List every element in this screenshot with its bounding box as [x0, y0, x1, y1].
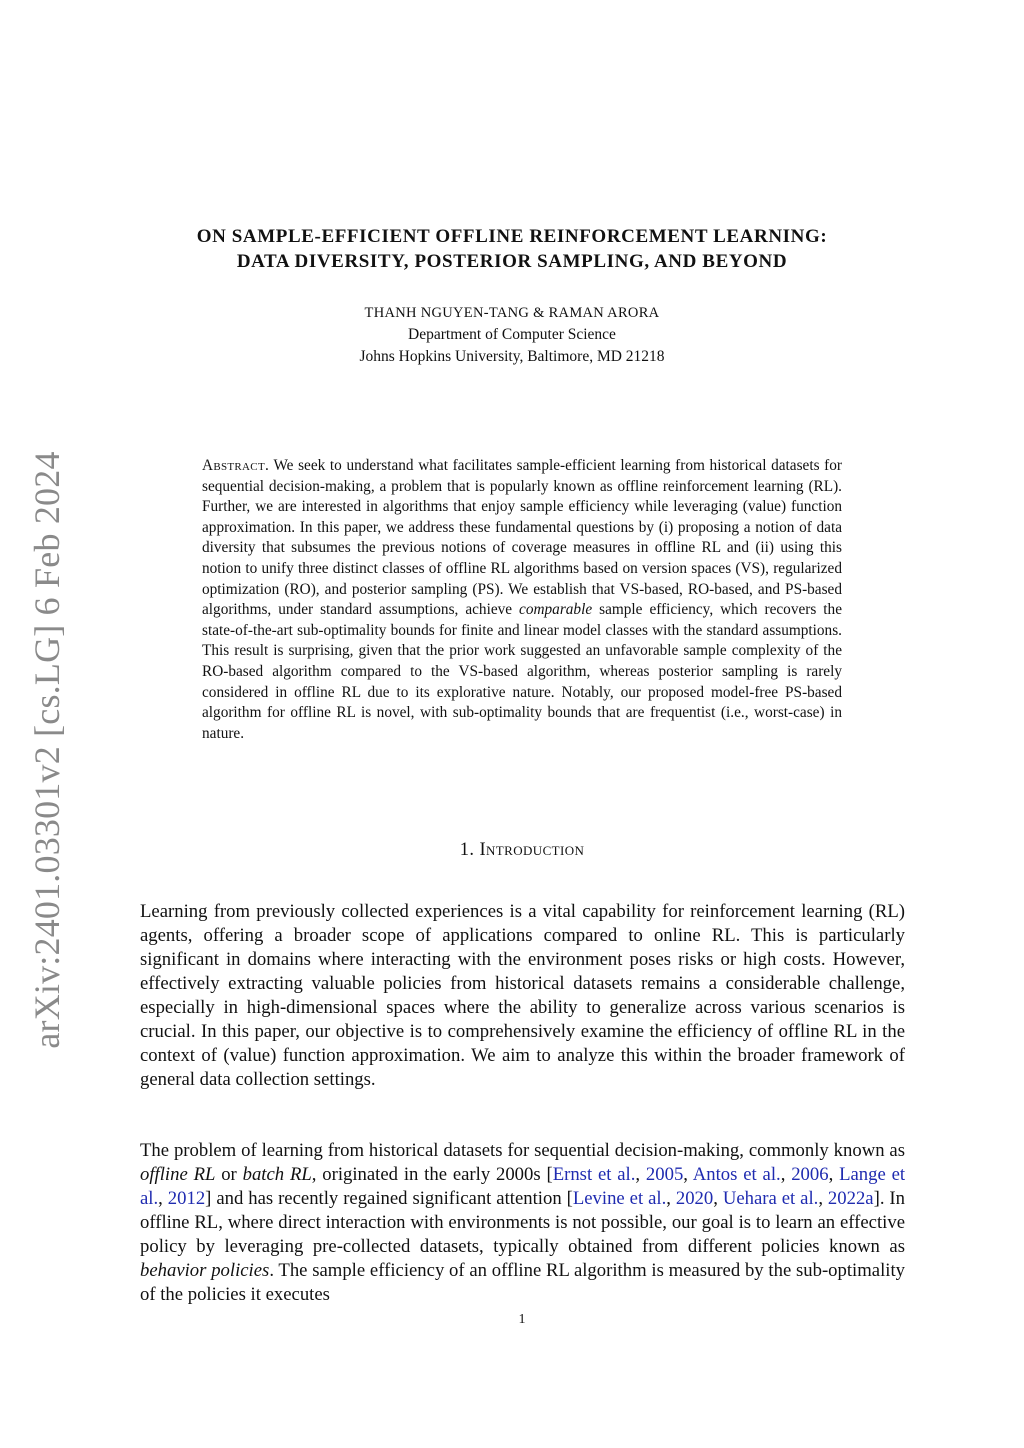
- text-span: ,: [828, 1164, 840, 1185]
- intro-paragraph-1: Learning from previously collected experiences is a vital capability for reinforcement learning (RL) agents, offering a broader scope of applications compared to online RL. This is particularly significant in domains where interacting with the environment poses risks or high costs. However, effectively extracting valuable policies from historical datasets remains a considerable challenge, especially in high-dimensional spaces where the ability to generalize across various scenarios is crucial. In this paper, our objective is to comprehensively examine the efficiency of offline RL in the context of (value) function approximation. We aim to analyze this within the broader framework of general data collection settings.: [140, 901, 905, 1090]
- text-span: ,: [635, 1164, 646, 1185]
- citation-link[interactable]: Antos et al.: [692, 1164, 781, 1185]
- text-span: or: [221, 1164, 237, 1185]
- citation-link[interactable]: 2020: [675, 1188, 714, 1209]
- text-span: . The sample efficiency of an offline RL algorithm is measured by the sub-optimality of the policies it executes: [140, 1260, 905, 1305]
- author-affiliation: Johns Hopkins University, Baltimore, MD 21218: [359, 348, 665, 365]
- abstract-label: Abstract.: [202, 457, 270, 474]
- citation-link[interactable]: Uehara et al.: [722, 1188, 819, 1209]
- paper-title: [0, 224, 1024, 274]
- text-span: ,: [158, 1188, 168, 1209]
- abstract: [202, 456, 842, 744]
- title-line-1: ON SAMPLE-EFFICIENT OFFLINE REINFORCEMENT LEARNING:: [196, 226, 828, 247]
- title-line-2: DATA DIVERSITY, POSTERIOR SAMPLING, AND BEYOND: [236, 251, 788, 272]
- intro-paragraph-2: [140, 1139, 905, 1307]
- abstract-text-2: sample efficiency, which recovers the state-of-the-art sub-optimality bounds for finite and linear model classes with the standard assumptions. This result is surprising, given that the prior work suggested an unfavorable sample complexity of the RO-based algorithm compared to the VS-based algorithm, whereas posterior sampling is rarely considered in offline RL due to its explorative nature. Notably, our proposed model-free PS-based algorithm for offline RL is novel, with sub-optimality bounds that are frequentist (i.e., worst-case) in nature.: [202, 601, 842, 742]
- text-span: ,: [666, 1188, 676, 1209]
- citation-link[interactable]: Lange et al.: [140, 1164, 906, 1209]
- citation-link[interactable]: 2012: [167, 1188, 206, 1209]
- text-span: The problem of learning from historical datasets for sequential decision-making, commonly known as: [140, 1140, 905, 1161]
- author-department: Department of Computer Science: [408, 326, 616, 343]
- author-names: THANH NGUYEN-TANG & RAMAN ARORA: [364, 305, 660, 321]
- section-heading-introduction: [0, 840, 1024, 861]
- text-span: ,: [683, 1164, 693, 1185]
- emphasis-offline-rl: offline RL: [140, 1164, 216, 1185]
- text-span: ,: [818, 1188, 828, 1209]
- page-number: 1: [518, 1312, 526, 1327]
- section-number: 1.: [459, 840, 475, 860]
- citation-link[interactable]: Levine et al.: [572, 1188, 667, 1209]
- citation-link[interactable]: 2005: [645, 1164, 684, 1185]
- citation-link[interactable]: 2022a: [827, 1188, 874, 1209]
- citation-link[interactable]: 2006: [791, 1164, 829, 1185]
- citation-link[interactable]: Ernst et al.: [552, 1164, 636, 1185]
- emphasis-behavior-policies: behavior policies: [140, 1260, 270, 1281]
- section-title: Introduction: [479, 840, 585, 860]
- arxiv-identifier-stamp: arXiv:2401.03301v2 [cs.LG] 6 Feb 2024: [27, 451, 67, 1049]
- emphasis-batch-rl: batch RL: [242, 1164, 312, 1185]
- text-span: ] and has recently regained significant attention [: [205, 1188, 573, 1209]
- text-span: , originated in the early 2000s [: [311, 1164, 553, 1185]
- text-span: ]. In offline RL, where direct interaction with environments is not possible, our goal is to learn an effective policy by leveraging pre-collected datasets, typically obtained from different policies known as: [140, 1188, 905, 1257]
- abstract-emphasis: comparable: [519, 601, 593, 619]
- author-block: [0, 302, 1024, 368]
- text-span: ,: [780, 1164, 792, 1185]
- abstract-text-1: We seek to understand what facilitates sample-efficient learning from historical datasets for sequential decision-making, a problem that is popularly known as offline reinforcement learning (RL). Further, we are interested in algorithms that enjoy sample efficiency while leveraging (value) function approximation. In this paper, we address these fundamental questions by (i) proposing a notion of data diversity that subsumes the previous notions of coverage measures in offline RL and (ii) using this notion to unify three distinct classes of offline RL algorithms based on version spaces (VS), regularized optimization (RO), and posterior sampling (PS). We establish that VS-based, RO-based, and PS-based algorithms, under standard assumptions, achieve: [202, 457, 842, 619]
- text-span: ,: [713, 1188, 723, 1209]
